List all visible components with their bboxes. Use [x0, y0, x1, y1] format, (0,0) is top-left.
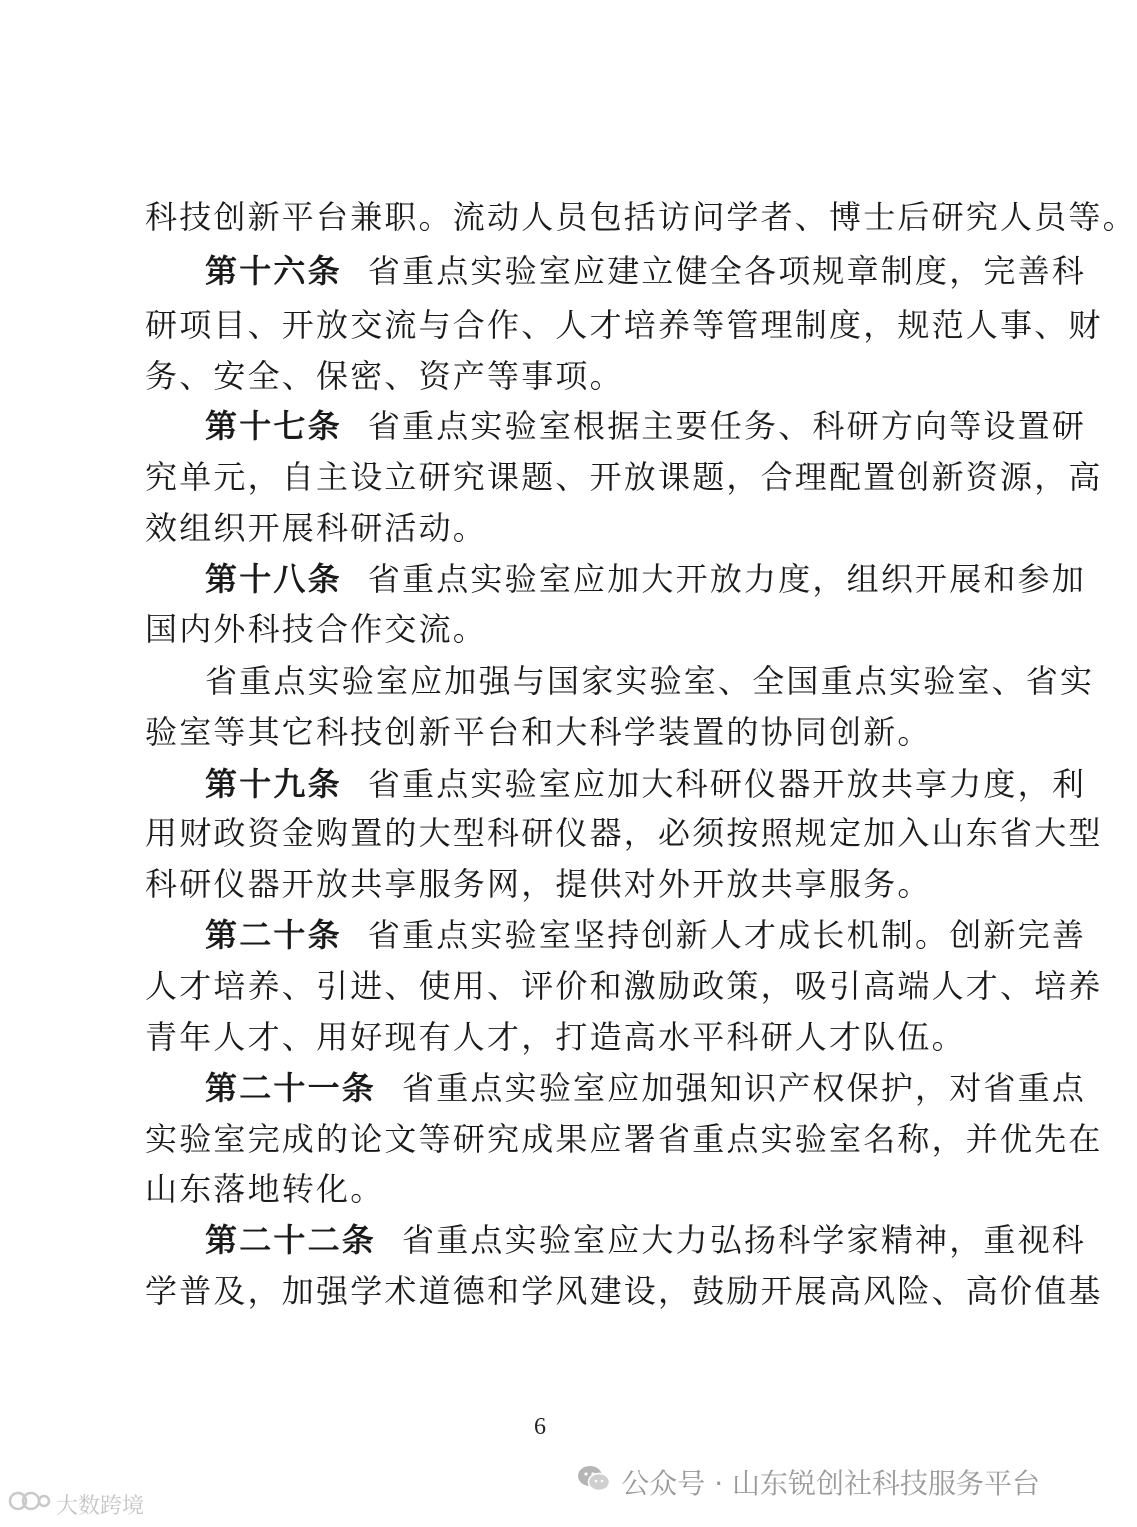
text-line-9: 国内外科技合作交流。: [145, 610, 488, 648]
wechat-icon: [577, 1464, 611, 1501]
text-line-15: 第二十条 省重点实验室坚持创新人才成长机制。创新完善: [205, 916, 1087, 954]
page-number: 6: [534, 1414, 546, 1440]
text-line-10: 省重点实验室应加强与国家实验室、全国重点实验室、省实: [205, 662, 1095, 700]
text-line-7: 效组织开展科研活动。: [145, 509, 488, 547]
text-line-21: 第二十二条 省重点实验室应大力弘扬科学家精神，重视科: [205, 1221, 1087, 1259]
text-line-3: 研项目、开放交流与合作、人才培养等管理制度，规范人事、财: [145, 306, 1103, 344]
text-line-12: 第十九条 省重点实验室应加大科研仪器开放共享力度，利: [205, 765, 1087, 803]
article-heading: 第二十二条: [205, 1221, 377, 1259]
article-heading: 第二十条: [205, 916, 342, 954]
text-line-22: 学普及，加强学术道德和学风建设，鼓励开展高风险、高价值基: [145, 1272, 1103, 1310]
wechat-watermark: [577, 1462, 1040, 1502]
text-line-14: 科研仪器开放共享服务网，提供对外开放共享服务。: [145, 865, 932, 903]
text-line-20: 山东落地转化。: [145, 1170, 385, 1208]
text-line-4: 务、安全、保密、资产等事项。: [145, 357, 624, 395]
brand-logo-icon: [8, 1488, 52, 1520]
text-line-17: 青年人才、用好现有人才，打造高水平科研人才队伍。: [145, 1018, 966, 1056]
brand-watermark-text: 大数跨境: [56, 1493, 145, 1519]
text-line-19: 实验室完成的论文等研究成果应署省重点实验室名称，并优先在: [145, 1120, 1103, 1158]
article-heading: 第二十一条: [205, 1069, 377, 1107]
article-heading: 第十八条: [205, 560, 342, 598]
text-line-1: 科技创新平台兼职。流动人员包括访问学者、博士后研究人员等。: [145, 198, 1137, 236]
article-heading: 第十七条: [205, 407, 342, 445]
text-line-13: 用财政资金购置的大型科研仪器，必须按照规定加入山东省大型: [145, 814, 1103, 852]
watermark-text: 公众号 · 山东锐创社科技服务平台: [621, 1467, 1040, 1500]
text-line-5: 第十七条 省重点实验室根据主要任务、科研方向等设置研: [205, 407, 1087, 445]
text-line-8: 第十八条 省重点实验室应加大开放力度，组织开展和参加: [205, 560, 1087, 598]
text-line-16: 人才培养、引进、使用、评价和激励政策，吸引高端人才、培养: [145, 967, 1103, 1005]
text-line-11: 验室等其它科技创新平台和大科学装置的协同创新。: [145, 713, 932, 751]
article-heading: 第十九条: [205, 765, 342, 803]
text-line-18: 第二十一条 省重点实验室应加强知识产权保护，对省重点: [205, 1069, 1087, 1107]
brand-watermark: [8, 1486, 144, 1522]
text-line-2: 第十六条 省重点实验室应建立健全各项规章制度，完善科: [205, 252, 1087, 290]
text-line-6: 究单元，自主设立研究课题、开放课题，合理配置创新资源，高: [145, 458, 1103, 496]
article-heading: 第十六条: [205, 252, 342, 290]
